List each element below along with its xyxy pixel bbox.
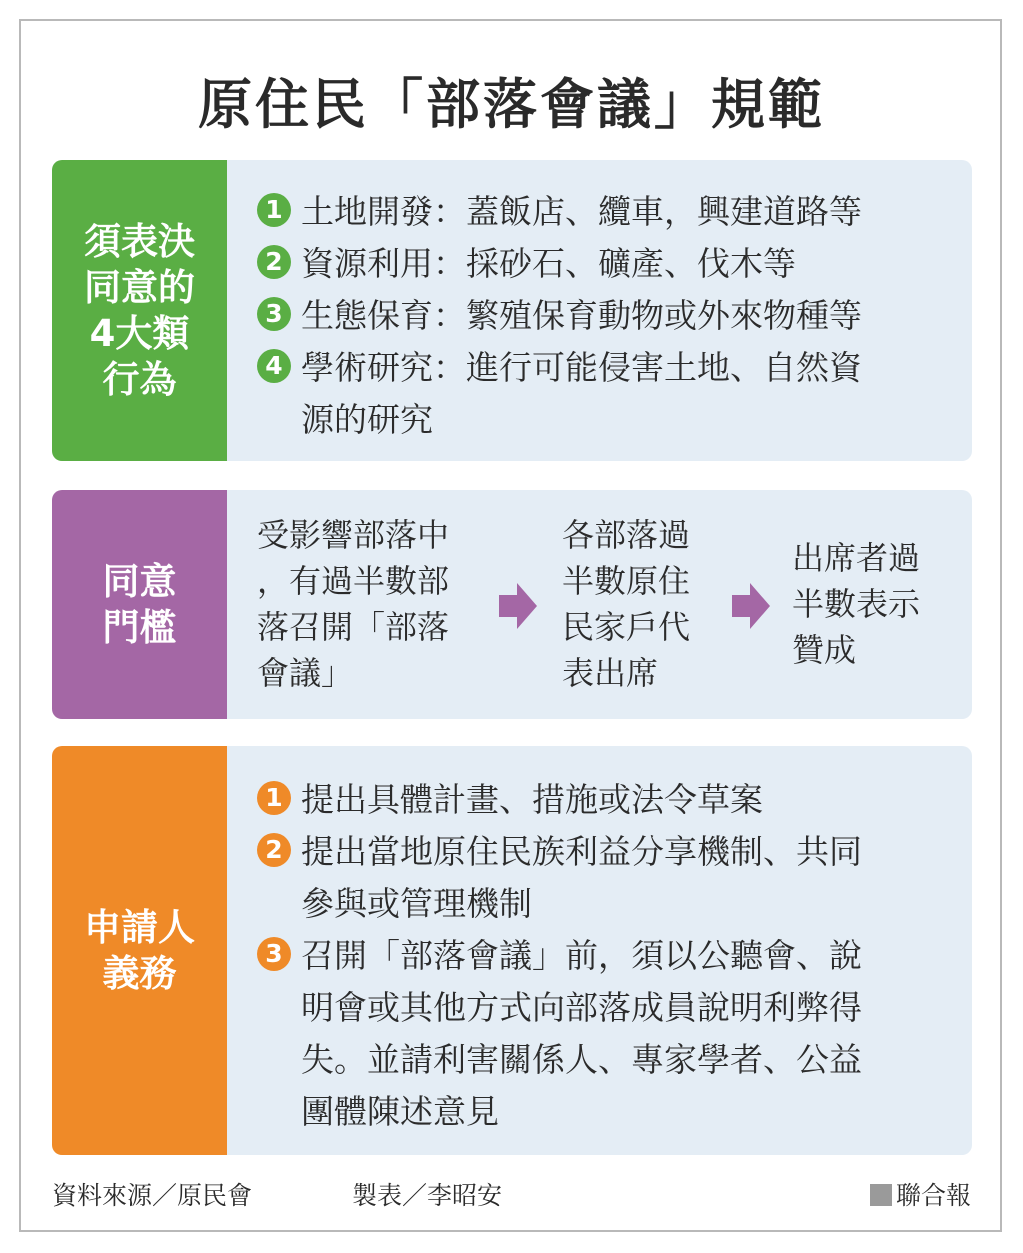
number-badge: 3 [257, 297, 291, 331]
item-text: 參與或管理機制 [301, 884, 532, 923]
section-duties [52, 746, 972, 1155]
footer-source: 資料來源／原民會 [52, 1181, 253, 1210]
item-text: 資源利用：採砂石、礦產、伐木等 [301, 244, 796, 283]
item-text: 學術研究：進行可能侵害土地、自然資 [301, 348, 862, 387]
flow-step-line: 民家戶代 [562, 608, 691, 646]
list-item [257, 930, 942, 1138]
item-text: 團體陳述意見 [301, 1092, 499, 1131]
list-item [257, 186, 942, 238]
publisher-logo-icon [870, 1184, 892, 1206]
flow-step-line: 落召開「部落 [257, 608, 450, 646]
number-badge: 1 [257, 781, 291, 815]
list-item [257, 238, 942, 290]
item-text: 土地開發：蓋飯店、纜車，興建道路等 [301, 192, 862, 231]
item-text: 失。並請利害關係人、專家學者、公益 [301, 1040, 862, 1079]
label-line: 4大類 [89, 311, 190, 355]
number-badge: 3 [257, 937, 291, 971]
footer-author: 製表／李昭安 [352, 1181, 503, 1210]
page-title: 原住民「部落會議」規範 [198, 73, 825, 136]
label-line: 同意 [102, 559, 177, 603]
list-item [257, 290, 942, 342]
section-content [227, 490, 972, 719]
section-label [52, 160, 227, 461]
flow-step-line: 會議」 [257, 654, 354, 692]
section-label [52, 490, 227, 719]
publisher-name: 聯合報 [895, 1181, 971, 1210]
section-label [52, 746, 227, 1155]
arrow-right-icon [732, 583, 770, 629]
section-behaviors [52, 160, 972, 461]
section-content [227, 160, 972, 461]
number-badge: 4 [257, 349, 291, 383]
label-line: 申請人 [84, 905, 195, 949]
number-badge: 2 [257, 245, 291, 279]
label-line: 須表決 [84, 219, 195, 263]
footer-publisher [870, 1176, 971, 1212]
label-line: 同意的 [84, 265, 195, 309]
list-item [257, 774, 942, 826]
item-text: 源的研究 [301, 400, 433, 439]
flow-step-line: ，有過半數部 [257, 562, 450, 600]
number-badge: 2 [257, 833, 291, 867]
list-item [257, 826, 942, 930]
number-badge: 1 [257, 193, 291, 227]
section-content [227, 746, 972, 1155]
flow-step [562, 512, 722, 696]
arrow-right-icon [499, 583, 537, 629]
list-item [257, 342, 942, 446]
flow-step-line: 出席者過 [792, 539, 921, 577]
flow-step-line: 半數原住 [562, 562, 691, 600]
flow-step-line: 表出席 [562, 654, 659, 692]
item-text: 提出當地原住民族利益分享機制、共同 [301, 832, 862, 871]
flow-step-line: 各部落過 [562, 516, 691, 554]
flow-step-line: 受影響部落中 [257, 516, 450, 554]
section-threshold [52, 490, 972, 719]
item-text: 召開「部落會議」前，須以公聽會、說 [301, 936, 862, 975]
flow-step-line: 半數表示 [792, 585, 921, 623]
item-text: 明會或其他方式向部落成員說明利弊得 [301, 988, 862, 1027]
label-line: 行為 [102, 357, 177, 401]
flow-step [792, 535, 962, 673]
label-line: 義務 [102, 951, 177, 995]
label-line: 門檻 [102, 605, 177, 649]
flow-step-line: 贊成 [792, 631, 857, 669]
item-text: 提出具體計畫、措施或法令草案 [301, 780, 763, 819]
flow-step [257, 512, 487, 696]
item-text: 生態保育：繁殖保育動物或外來物種等 [301, 296, 862, 335]
